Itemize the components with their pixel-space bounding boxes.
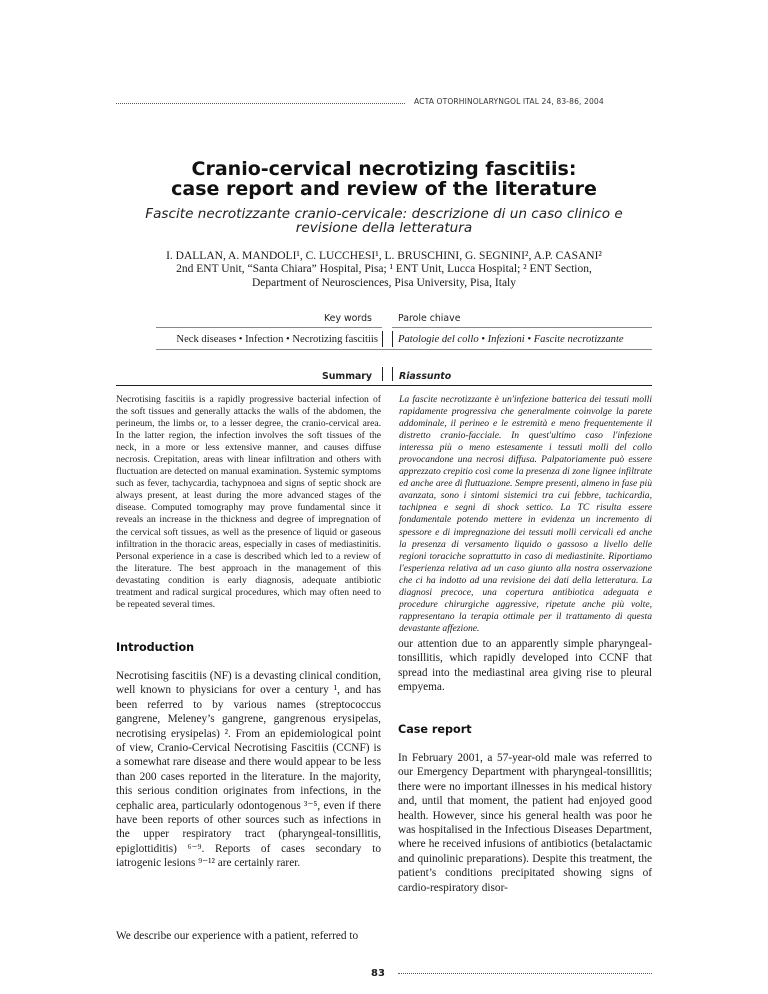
riassunto-text: La fascite necrotizzante è un'infezione batterica dei tessuti molli rapidamente progressiva che generalmente coinvolge la parete addominale, il perineo e le estremità e meno frequentemente il distretto cranio-facciale. In quest'ultimo caso l'infezione interessa più o meno estesamente i tessuti molli del collo provocandone una necrosi diffusa. Palpatoriamente può essere apprezzato crepitio così come la presenza di zone lignee infiltrate ed anche aree di fluttuazione. Sempre presenti, almeno in fase più avanzata, sono i sintomi sistemici tra cui febbre, tachicardia, tachipnea e segni di shock settico. La TC risulta essere fondamentale potendo mettere in evidenza un incremento di spessore e di impregnazione dei tessuti molli cervicali ed anche la presenza di versamento liquido o gassoso a livello delle regioni toraciche soprattutto in caso di mediastinite. Riportiamo l'esperienza relativa ad un caso giunto alla nostra osservazione che ci ha indotto ad una revisione dei dati della letteratura. La diagnosi precoce, una copertura antibiotica adeguata e procedure chirurgiche aggressive, ripetute anche più volte, rappresentano la terapia ottimale per il trattamento di questa devastante affezione. <box>399 394 652 634</box>
introduction-heading: Introduction <box>116 641 195 654</box>
introduction-paragraph-2: We describe our experience with a patient, referred to <box>116 930 359 942</box>
author-names: I. DALLAN, A. MANDOLI¹, C. LUCCHESI¹, L. BRUSCHINI, G. SEGNINI², A.P. CASANI² <box>166 250 602 262</box>
subtitle-line-1: Fascite necrotizzante cranio-cervicale: descrizione di un caso clinico e <box>145 206 623 222</box>
title-line-1: Cranio-cervical necrotizing fascitiis: <box>191 158 577 180</box>
keywords-rule-left <box>156 327 382 328</box>
footer-dotted-rule <box>398 973 652 974</box>
keywords-divider-right <box>392 331 393 347</box>
title-line-2: case report and review of the literature <box>171 178 597 200</box>
keywords-bottom-rule <box>156 349 652 350</box>
keywords-heading: Key words <box>324 313 372 324</box>
keywords-divider-left <box>382 331 383 347</box>
introduction-paragraph-3: our attention due to an apparently simple pharyngeal-tonsillitis, which rapidly developed into CCNF that spread into the mediastinal area giving rise to pleural empyema. <box>398 638 652 694</box>
article-subtitle <box>90 207 678 235</box>
summary-rule <box>116 385 652 386</box>
parole-chiave-heading: Parole chiave <box>398 313 461 324</box>
affiliation-line-1: 2nd ENT Unit, “Santa Chiara” Hospital, Pisa; ¹ ENT Unit, Lucca Hospital; ² ENT Section, <box>176 263 592 276</box>
summary-divider-right <box>392 367 393 381</box>
summary-text: Necrotising fascitiis is a rapidly progressive bacterial infection of the soft tissues and generally attacks the walls of the abdomen, the perineum, the limbs or, to a lesser degree, the cranio-cervical area. In the latter region, the infection involves the soft tissues of the neck, in a more or less extensive manner, and causes diffuse necrosis. Crepitation, areas with linear infiltration and others with fluctuation are detected on manual examination. Systemic symptoms such as fever, tachycardia, tachypnoea and signs of septic shock are always present, at least during the more advanced stages of the disease. Computed tomography may prove fundamental since it reveals an increase in the thickness and degree of impregnation of the cervical soft tissues, as well as the presence of liquid or gaseous infiltration in the thoracic areas, especially in cases of mediastinitis. Personal experience in a case is described which led to a review of the literature. The best approach in the management of this devastating condition is early diagnosis, adequate antibiotic treatment and radical surgical procedures, which may often need to be repeated several times. <box>116 394 381 610</box>
journal-reference: ACTA OTORHINOLARYNGOL ITAL 24, 83-86, 2004 <box>414 97 604 106</box>
page-number: 83 <box>371 968 385 979</box>
author-block <box>80 250 688 290</box>
keywords-rule-right <box>392 327 652 328</box>
keywords-italian: Patologie del collo • Infezioni • Fascite necrotizzante <box>398 334 624 345</box>
introduction-paragraph-1: Necrotising fascitiis (NF) is a devasting clinical condition, well known to physicians for over a century ¹, and has been referred to by various names (streptococcus gangrene, Meleney’s gangrene, gangrenous erysipelas, necrotising erysipelas) ². From an epidemiological point of view, Cranio-Cervical Necrotising Fascitiis (CCNF) is a somewhat rare disease and there would appear to be less than 200 cases reported in the literature. In the majority, this serious condition originates from infections, in the cephalic area, particularly odontogenous ³⁻⁵, even if there have been reports of other sources such as infections in the upper respiratory tract (pharyngeal-tonsillitis, epiglottiditis) ⁶⁻⁹. Reports of cases secondary to iatrogenic lesions ⁹⁻¹² are certainly rarer. <box>116 670 381 870</box>
riassunto-heading: Riassunto <box>399 371 452 382</box>
subtitle-line-2: revisione della letteratura <box>295 220 473 236</box>
affiliation-line-2: Department of Neurosciences, Pisa University, Pisa, Italy <box>251 276 516 289</box>
summary-heading: Summary <box>322 371 373 382</box>
case-report-heading: Case report <box>398 723 472 736</box>
summary-divider-left <box>382 367 383 381</box>
article-title <box>60 159 708 199</box>
header-dotted-rule <box>116 103 405 104</box>
case-report-paragraph-1: In February 2001, a 57-year-old male was referred to our Emergency Department with pharyngeal-tonsillitis; there were no important illnesses in his medical history and, until that moment, the patient had enjoyed good health. However, since his general health was poor he was hospitalised in the Infectious Diseases Department, where he received infusions of antibiotics (betalactamic and quinolinic preparations). Despite this treatment, the patient’s conditions precipitated showing signs of cardio-respiratory disor- <box>398 752 652 894</box>
keywords-english: Neck diseases • Infection • Necrotizing fascitiis <box>176 334 378 345</box>
